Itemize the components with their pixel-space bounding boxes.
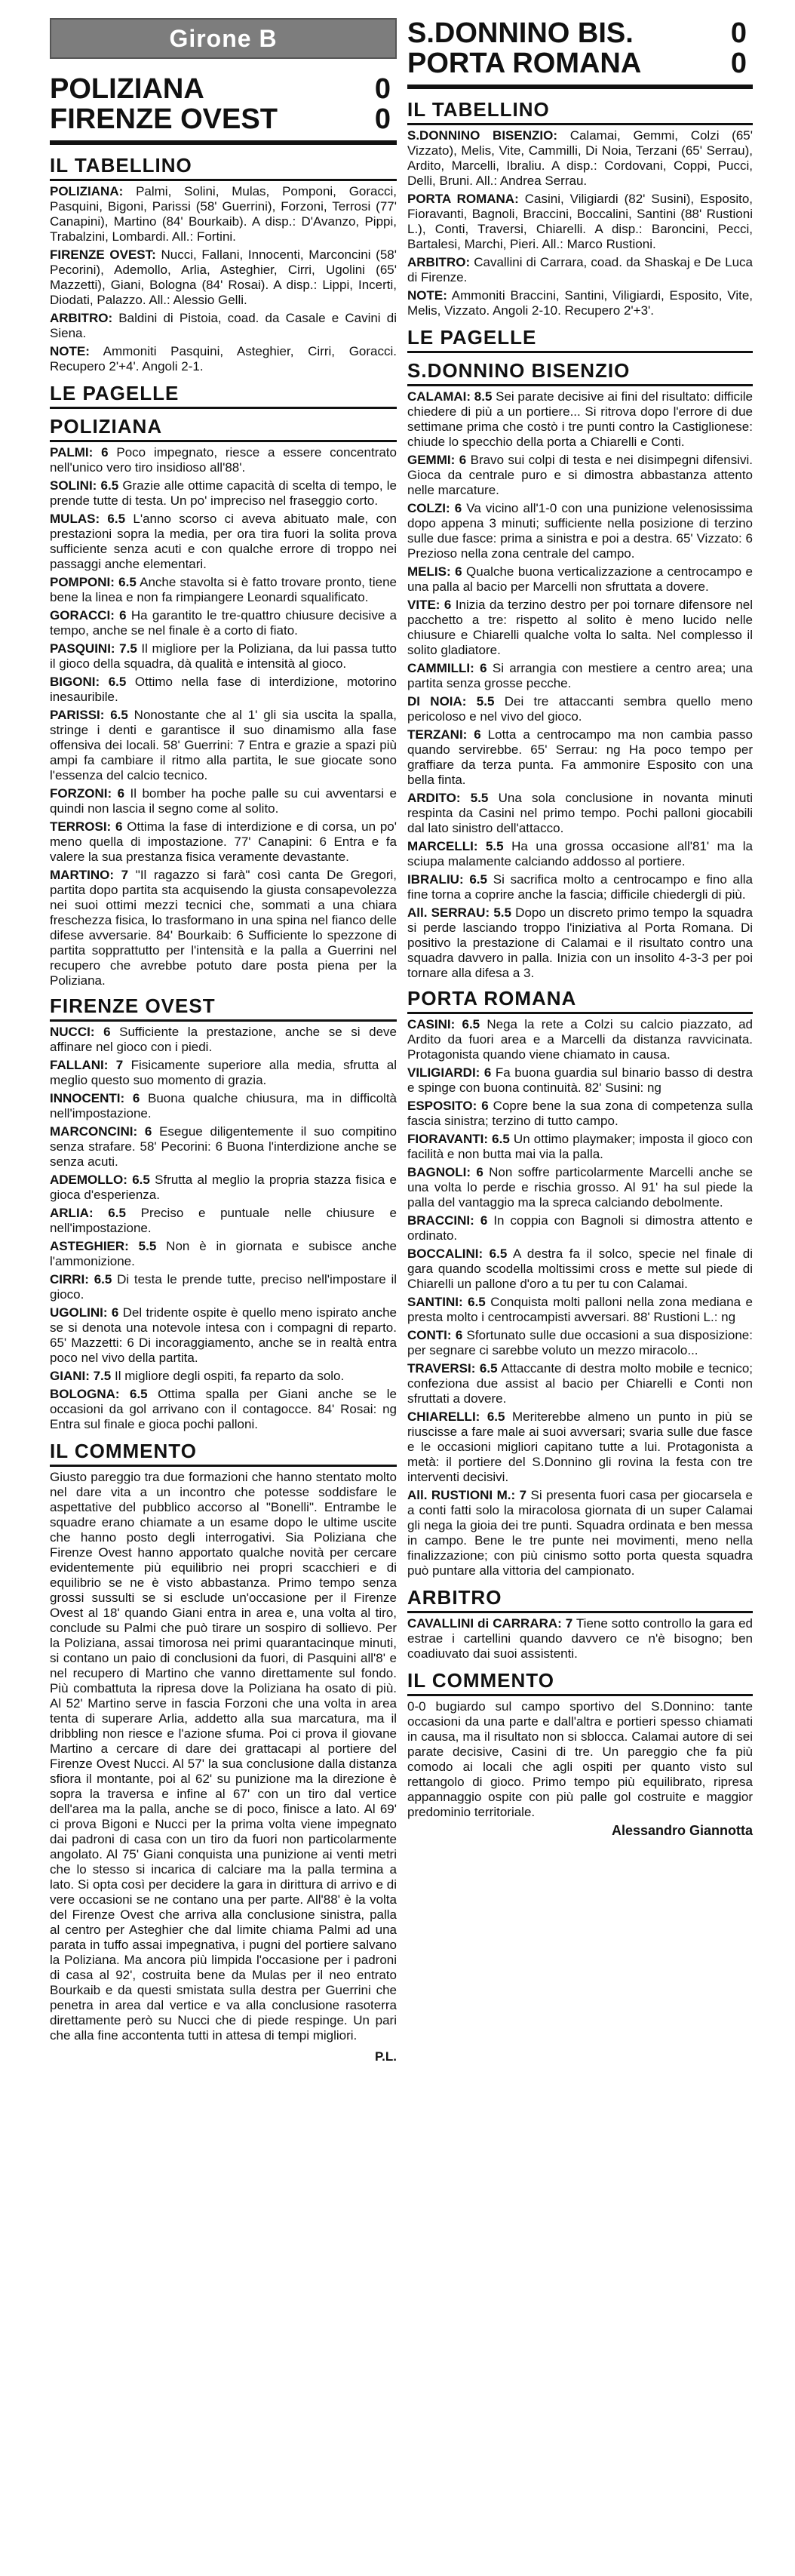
entry-label: BIGONI: 6.5 <box>50 675 127 689</box>
entry-label: ADEMOLLO: 6.5 <box>50 1173 150 1187</box>
entry-paragraph <box>50 1091 397 1121</box>
entry-label: TRAVERSI: 6.5 <box>407 1361 498 1376</box>
entry-text: Si arrangia con mestiere a centro area; una partita senza grosse pecche. <box>407 661 753 690</box>
arbitro-rating <box>407 1616 753 1661</box>
entry-label: CIRRI: 6.5 <box>50 1272 112 1286</box>
entry-paragraph <box>50 708 397 783</box>
entry-text: Nucci, Fallani, Innocenti, Marconcini (58' Pecorini), Ademollo, Arlia, Asteghier, Cirri, Ugolini (65' Mazzetti), Giani, Bologna (84' Rosai). A disp.: Lippi, Incerti, Diodati, Palazzo. All.: Alessio Gelli. <box>50 247 397 307</box>
entry-label: FORZONI: 6 <box>50 786 125 801</box>
entry-paragraph <box>407 1409 753 1485</box>
entry-text: Cavallini di Carrara, coad. da Shaskaj e De Luca di Firenze. <box>407 255 753 284</box>
team-home-name: POLIZIANA <box>50 73 204 105</box>
pagelle-heading: LE PAGELLE <box>50 382 397 409</box>
entry-text: Un ottimo playmaker; imposta il gioco con facilità e non butta mai via la palla. <box>407 1132 753 1161</box>
entry-paragraph <box>50 445 397 475</box>
entry-paragraph <box>50 1272 397 1302</box>
entry-text: Si presenta fuori casa per giocarsela e a conti fatti solo la miracolosa giornata di un super Calamai gli nega la gioia dei tre punti. Squadra ordinata e ben messa in campo. Bene le tre punte nei movimenti, meno nella finalizzazione; con più cinismo sotto porta questa squadra può puntare alla vittoria del campionato. <box>407 1488 754 1578</box>
entry-text: Il bomber ha poche palle su cui avventarsi e quindi non lascia il segno come al solito. <box>50 786 397 816</box>
entry-label: FALLANI: 7 <box>50 1058 124 1072</box>
entry-label: TERROSI: 6 <box>50 819 123 834</box>
entry-text: Ottima spalla per Giani anche se le occasioni da gol arrivano con il contagocce. 84' Rosai: ng Entra sul finale e gioca pochi palloni. <box>50 1387 397 1431</box>
entry-text: Casini, Viligiardi (82' Susini), Esposito, Fioravanti, Bagnoli, Braccini, Boccalini, Santini (88' Rustioni L.), Conti, Traversi, Chiarelli. A disp.: Baroncini, Pecci, Bartalesi, Marchi, Pieri. All.: Marco Rustioni. <box>407 192 753 251</box>
entry-label: POLIZIANA: <box>50 184 124 198</box>
entry-paragraph <box>407 1065 753 1096</box>
entry-text: Sufficiente la prestazione, anche se si deve affinare nel gioco con i piedi. <box>50 1025 397 1054</box>
entry-paragraph <box>50 1206 397 1236</box>
score-row-away <box>50 104 397 134</box>
entry-paragraph <box>407 389 753 450</box>
tabellino-block <box>407 128 753 318</box>
score-row-away <box>407 48 753 78</box>
entry-label: GIANI: 7.5 <box>50 1369 112 1383</box>
entry-text: Il migliore per la Poliziana, da lui passa tutto il gioco della squadra, dà qualità e intensità al gioco. <box>50 641 398 671</box>
entry-text: Qualche buona verticalizzazione a centrocampo e una palla al bacio per Marcelli non sfruttata a dovere. <box>407 564 753 594</box>
entry-text: Non è in giornata e subisce anche l'ammonizione. <box>50 1239 397 1268</box>
entry-paragraph <box>407 564 753 595</box>
score-row-home <box>50 74 397 104</box>
entry-label: PALMI: 6 <box>50 445 109 460</box>
entry-text: Copre bene la sua zona di competenza sulla fascia sinistra; terzino di tutto campo. <box>407 1099 753 1128</box>
entry-label: BOLOGNA: 6.5 <box>50 1387 148 1401</box>
entry-label: CAMMILLI: 6 <box>407 661 487 675</box>
entry-label: All. RUSTIONI M.: 7 <box>407 1488 527 1502</box>
entry-label: BAGNOLI: 6 <box>407 1165 483 1179</box>
entry-paragraph <box>407 1099 753 1129</box>
entry-paragraph <box>50 512 397 572</box>
arbitro-text: Tiene sotto controllo la gara ed estrae i cartellini quando davvero ce n'è bisogno; ben coadiuvato dai suoi assistenti. <box>407 1616 754 1661</box>
entry-label: PORTA ROMANA: <box>407 192 519 206</box>
team-home-score: 0 <box>730 17 747 49</box>
entry-text: "Il ragazzo si farà" così canta De Gregori, partita dopo partita sta acquisendo la giusta consapevolezza nei suoi ottimi mezzi tecnici che, sommati a una chiara freschezza fisica, lo trasformano in una spina nel fianco delle difese avversarie. 84' Bourkaib: 6 Sufficiente lo spezzone di partita sopprattutto per l'intensità e la palla a Guerrini nel recupero che avrebbe potuto dare posta piena per la Poliziana. <box>50 868 397 988</box>
entry-paragraph <box>50 1124 397 1170</box>
entry-text: Sei parate decisive ai fini del risultato: difficile chiedere di più a un portiere... Si ritrova dopo l'errore di due settimane prima che costò i tre punti contro la Castiglionese: chiude lo specchio della porta a Chiarelli e Conti. <box>407 389 753 449</box>
author-signature: Alessandro Giannotta <box>611 1823 753 1838</box>
entry-paragraph <box>407 192 753 252</box>
entry-text: Del tridente ospite è quello meno ispirato anche se si denota una notevole intesa con i compagni di reparto. 65' Mazzetti: 6 Di incoraggiamento, anche se in realtà entra poco nel vivo della partita. <box>50 1305 397 1365</box>
entry-label: ARBITRO: <box>407 255 471 269</box>
team-away-score: 0 <box>374 103 391 135</box>
entry-paragraph <box>407 839 753 869</box>
entry-text: Ottima la fase di interdizione e di corsa, un po' meno quella di impostazione. 77' Canapini: 6 Entra e fa valere la sua prestanza fisica veramente devastante. <box>50 819 397 864</box>
entry-label: FIORAVANTI: 6.5 <box>407 1132 510 1146</box>
entry-paragraph <box>407 1213 753 1243</box>
entry-text: Dopo un discreto primo tempo la squadra si perde lasciando troppo l'iniziativa al Porta Romana. Di positivo la prestazione di Calamai e il risultato contro una squadra davvero in palla. Inizia con un insolito 4-3-3 per poi tornare alla difesa a 3. <box>407 905 753 980</box>
team-home-name: S.DONNINO BIS. <box>407 17 634 49</box>
entry-paragraph <box>50 1369 397 1384</box>
team-away-score: 0 <box>730 48 747 79</box>
entry-label: NOTE: <box>50 344 90 358</box>
entry-paragraph <box>407 1328 753 1358</box>
entry-label: All. SERRAU: 5.5 <box>407 905 511 920</box>
entry-text: Baldini di Pistoia, coad. da Casale e Cavini di Siena. <box>50 311 397 340</box>
team2-ratings <box>407 1017 753 1578</box>
right-column <box>407 18 753 1839</box>
entry-paragraph <box>50 1239 397 1269</box>
entry-text: Ammoniti Braccini, Santini, Viligiardi, Esposito, Vite, Melis, Vizzato. Angoli 2-10. Recupero 2'+3'. <box>407 288 753 318</box>
entry-paragraph <box>50 1173 397 1203</box>
entry-text: Sfrutta al meglio la propria stazza fisica e gioca d'esperienza. <box>50 1173 397 1202</box>
entry-label: PARISSI: 6.5 <box>50 708 128 722</box>
entry-label: ARLIA: 6.5 <box>50 1206 126 1220</box>
commento-text: Giusto pareggio tra due formazioni che hanno stentato molto nel dare vita a un incontro che potesse soddisfare le aspettative del pubblico accorso al "Bonelli". Entrambe le squadre erano chiamate a un esame dopo le ultime uscite che hanno posto degli interrogativi. Sia Poliziana che Firenze Ovest hanno apportato qualche novità per cercare evidentemente più equilibrio nei propri scacchieri e di equilibrio se ne è visto abbastanza. Primo tempo senza grossi sussulti se si esclude un'occasione per il Firenze Ovest al 18' quando Giani entra in area e, una volta al tiro, conclude su Palmi che può tirare un sospiro di sollievo. Per la Poliziana, assai timorosa nei primi quarantacinque minuti, si contano un paio di conclusioni da fuori, di Pasquini all'8' e nel recupero di Martino che vanno direttamente sul fondo. Più combattuta la ripresa dove la Poliziana ha osato di più. Al 52' Martino serve in fascia Forzoni che una volta in area tenta di superare Arlia, addetto alla sua marcatura, ma il dribbling non riesce e l'azione sfuma. Poi ci prova il giovane Martino a cercare di dare dei grattacapi al portiere del Firenze Ovest Nucci. Al 57' la sua conclusione dalla distanza sfiora il montante, poi al 62' su punizione ma la direzione è sopra la traversa e infine al 67' con un tiro dal vertice dell'area ma la palla, anche se di poco, finisce a lato. Al 69' ci prova Bigoni e Nucci per la prima volta viene impegnato dai padroni di casa con un tiro da fuori non particolarmente angolato. Al 75' Giani conquista una punizione ai venti metri che lo stesso si incarica di calciare ma la palla termina a lato. Si opta così per decidere la gara in dirittura di arrivo e di vere occasioni se ne contano una per parte. All'88' è la volta del Firenze Ovest che arriva alla conclusione sinistra, palla al centro per Asteghier che dal limite chiama Palmi ad una parata in tuffo assai impegnativa, i pugni del portiere salvano la Poliziana. Ma ancora più limpida l'occasione per i padroni di casa al 92', costruita bene da Mulas per il neo entrato Bourkaib e da questi smistata sulla destra per Guerrini che penetra in area dal vertice e va alla conclusione rasoterra direttamente però su Nucci che di piede respinge. Un pari che alla fine accontenta tutti in attesa di tempi migliori. <box>50 1470 397 2043</box>
entry-paragraph <box>407 255 753 285</box>
entry-label: IBRALIU: 6.5 <box>407 872 487 887</box>
entry-paragraph <box>50 247 397 308</box>
team2-ratings <box>50 1025 397 1432</box>
tabellino-heading: IL TABELLINO <box>50 154 397 181</box>
entry-text: Nonostante che al 1' gli sia uscita la spalla, stringe i denti e garantisce il suo dinamismo alla fase offensiva dei locali. 58' Guerrini: 7 Entra e grazie a spazi più ampi fa cambiare il ritmo alla partita, le sue giocate sono l'essenza del calcio tecnico. <box>50 708 397 782</box>
entry-text: Si sacrifica molto a centrocampo e fino alla fine torna a coprire anche la fascia; difficile chiedergli di più. <box>407 872 753 902</box>
entry-label: INNOCENTI: 6 <box>50 1091 140 1105</box>
tabellino-heading: IL TABELLINO <box>407 98 753 125</box>
entry-label: BRACCINI: 6 <box>407 1213 488 1228</box>
entry-paragraph <box>407 791 753 836</box>
entry-label: CASINI: 6.5 <box>407 1017 480 1031</box>
entry-label: PASQUINI: 7.5 <box>50 641 137 656</box>
entry-paragraph <box>50 786 397 816</box>
entry-text: Preciso e puntuale nelle chiusure e nell'impostazione. <box>50 1206 397 1235</box>
entry-label: NUCCI: 6 <box>50 1025 111 1039</box>
entry-text: Anche stavolta si è fatto trovare pronto, tiene bene la linea e non fa rimpiangere Leonardi squalificato. <box>50 575 397 604</box>
entry-label: MARCELLI: 5.5 <box>407 839 504 853</box>
entry-text: Ottimo nella fase di interdizione, motorino inesauribile. <box>50 675 397 704</box>
entry-label: MELIS: 6 <box>407 564 462 579</box>
entry-label: MARTINO: 7 <box>50 868 129 882</box>
entry-paragraph <box>50 1305 397 1366</box>
team-away-name: FIRENZE OVEST <box>50 103 278 135</box>
entry-text: Grazie alle ottime capacità di scelta di tempo, le prende tutte di testa. Un po' impreciso nel fraseggio corto. <box>50 478 398 508</box>
entry-text: Fa buona guardia sul binario basso di destra e spinge con buona continuità. 82' Susini: ng <box>407 1065 754 1095</box>
entry-paragraph <box>50 641 397 672</box>
commento-heading: IL COMMENTO <box>50 1440 397 1467</box>
entry-label: MULAS: 6.5 <box>50 512 126 526</box>
arbitro-name: CAVALLINI di CARRARA: 7 <box>407 1616 573 1631</box>
tabellino-block <box>50 184 397 374</box>
entry-label: ESPOSITO: 6 <box>407 1099 489 1113</box>
score-row-home <box>407 18 753 48</box>
pagelle-heading: LE PAGELLE <box>407 326 753 353</box>
team1-heading: S.DONNINO BISENZIO <box>407 359 753 386</box>
entry-label: ASTEGHIER: 5.5 <box>50 1239 157 1253</box>
entry-label: SOLINI: 6.5 <box>50 478 119 493</box>
commento-heading: IL COMMENTO <box>407 1669 753 1696</box>
entry-text: Meriterebbe almeno un punto in più se riuscisse a fare male ai suoi avversari; svaria sulle due fasce e le occasioni migliori capitano tutte a lui. Protagonista a metà: il portiere del S.Donnino gli rovina la festa con tre interventi decisivi. <box>407 1409 753 1484</box>
entry-text: Dei tre attaccanti sembra quello meno pericoloso e nel vivo del gioco. <box>407 694 753 724</box>
entry-paragraph <box>407 1361 753 1406</box>
entry-label: MARCONCINI: 6 <box>50 1124 152 1139</box>
arbitro-heading: ARBITRO <box>407 1586 753 1613</box>
author-signature: P.L. <box>375 2049 397 2064</box>
entry-paragraph <box>407 727 753 788</box>
entry-label: NOTE: <box>407 288 447 303</box>
left-column <box>50 18 397 2064</box>
entry-label: CONTI: 6 <box>407 1328 463 1342</box>
entry-label: GEMMI: 6 <box>407 453 467 467</box>
scoreboard-right <box>407 18 753 89</box>
team1-heading: POLIZIANA <box>50 415 397 442</box>
entry-text: Poco impegnato, riesce a essere concentrato nell'unico vero tiro insidioso all'88'. <box>50 445 397 475</box>
entry-paragraph <box>50 184 397 244</box>
entry-text: Inizia da terzino destro per poi tornare difensore nel pacchetto a tre: rispetto al solito è meno lucido nelle chiusure e Chiarelli qualche volta lo salta. Nel complesso il solito gladiatore. <box>407 598 754 657</box>
entry-paragraph <box>407 598 753 658</box>
commento-text: 0-0 bugiardo sul campo sportivo del S.Donnino: tante occasioni da una parte e dall'altra e portieri spesso chiamati in causa, ma il risultato non si sblocca. Calamai autore di sei parate decisive, Casini di tre. Un pareggio che fa più comodo ai locali che agli ospiti per quanto visto sul rettangolo di gioco. Primo tempo più equilibrato, ripresa appannaggio ospite con più palle gol costruite e maggior predominio territoriale. <box>407 1699 753 1819</box>
entry-paragraph <box>407 1488 753 1578</box>
entry-paragraph <box>407 288 753 318</box>
entry-label: ARBITRO: <box>50 311 113 325</box>
entry-label: FIRENZE OVEST: <box>50 247 156 262</box>
entry-paragraph <box>407 1132 753 1162</box>
entry-text: Il migliore degli ospiti, fa reparto da solo. <box>111 1369 345 1383</box>
entry-paragraph <box>50 344 397 374</box>
entry-text: Bravo sui colpi di testa e nei disimpegni difensivi. Gioca da centrale puro e si dimostra abbastanza attento nelle marcature. <box>407 453 753 497</box>
entry-label: S.DONNINO BISENZIO: <box>407 128 557 143</box>
team-home-score: 0 <box>374 73 391 105</box>
team1-ratings <box>407 389 753 981</box>
entry-paragraph <box>50 311 397 341</box>
entry-text: Lotta a centrocampo ma non cambia passo quando servirebbe. 65' Serrau: ng Ha poco tempo per graffiare da terza punta. Fa ammonire Esposito con una bella finta. <box>407 727 753 787</box>
entry-label: CALAMAI: 8.5 <box>407 389 493 404</box>
entry-label: BOCCALINI: 6.5 <box>407 1247 508 1261</box>
entry-label: ARDITO: 5.5 <box>407 791 489 805</box>
girone-header: Girone B <box>50 18 397 59</box>
entry-paragraph <box>50 819 397 865</box>
entry-paragraph <box>50 868 397 988</box>
team-away-name: PORTA ROMANA <box>407 48 642 79</box>
entry-text: Buona qualche chiusura, ma in difficoltà nell'impostazione. <box>50 1091 398 1120</box>
entry-paragraph <box>407 905 753 981</box>
entry-paragraph <box>50 608 397 638</box>
entry-text: Fisicamente superiore alla media, sfrutta al meglio questo suo momento di grazia. <box>50 1058 398 1087</box>
entry-text: In coppia con Bagnoli si dimostra attento e ordinato. <box>407 1213 753 1243</box>
entry-paragraph <box>50 478 397 509</box>
entry-paragraph <box>407 453 753 498</box>
entry-paragraph <box>407 1165 753 1210</box>
entry-text: Di testa le prende tutte, preciso nell'impostare il gioco. <box>50 1272 398 1302</box>
entry-text: Va vicino all'1-0 con una punizione velenosissima dopo appena 3 minuti; sufficiente nella posizione di terzino sulle due fasce: prima a sinistra e poi a destra. 65' Vizzato: 6 Prezioso nella zona centrale del campo. <box>407 501 753 561</box>
entry-paragraph <box>407 128 753 189</box>
entry-paragraph <box>50 675 397 705</box>
entry-paragraph <box>407 1295 753 1325</box>
entry-text: L'anno scorso ci aveva abituato male, con prestazioni sopra la media, per ora tira fuori la solita prova sufficiente senza acuti e con qualche errore di troppo nei passaggi anche elementari. <box>50 512 397 571</box>
entry-paragraph <box>407 1017 753 1062</box>
entry-paragraph <box>50 1058 397 1088</box>
entry-text: Ha garantito le tre-quattro chiusure decisive a tempo, anche se nel finale è a corto di fiato. <box>50 608 397 638</box>
entry-text: Nega la rete a Colzi su calcio piazzato, ad Ardito da fuori area e a Marcelli da distanza ravvicinata. Protagonista quando viene chiamato in causa. <box>407 1017 753 1062</box>
entry-label: TERZANI: 6 <box>407 727 481 742</box>
entry-text: Esegue diligentemente il suo compitino senza strafare. 58' Pecorini: 6 Buona l'interdizione anche se senza acuti. <box>50 1124 397 1169</box>
entry-text: Conquista molti palloni nella zona mediana e presta molto i centrocampisti avversari. 88' Rustioni L.: ng <box>407 1295 753 1324</box>
entry-label: COLZI: 6 <box>407 501 462 515</box>
entry-label: SANTINI: 6.5 <box>407 1295 486 1309</box>
entry-text: Calamai, Gemmi, Colzi (65' Vizzato), Melis, Vite, Cammilli, Di Noia, Terzani (65' Serrau), Ardito, Marcelli, Ibraliu. A disp.: Cordovani, Coppi, Pucci, Delli, Bruni. All.: Andrea Serrau. <box>407 128 753 188</box>
entry-paragraph <box>407 1247 753 1292</box>
entry-paragraph <box>407 694 753 724</box>
entry-text: Palmi, Solini, Mulas, Pomponi, Goracci, Pasquini, Bigoni, Parissi (58' Guerrini), Forzoni, Terrosi (77' Canapini), Martino (84' Bourkaib). A disp.: D'Avanzo, Pippi, Trabalzini, Lombardi. All.: Fortini. <box>50 184 397 244</box>
team2-heading: FIRENZE OVEST <box>50 994 397 1022</box>
entry-paragraph <box>50 1387 397 1432</box>
entry-paragraph <box>407 872 753 902</box>
entry-label: VILIGIARDI: 6 <box>407 1065 492 1080</box>
entry-label: GORACCI: 6 <box>50 608 127 622</box>
entry-label: CHIARELLI: 6.5 <box>407 1409 505 1424</box>
entry-paragraph <box>50 575 397 605</box>
entry-label: DI NOIA: 5.5 <box>407 694 495 709</box>
entry-text: Una sola conclusione in novanta minuti respinta da Casini nel primo tempo. Pochi palloni giocabili dal lato sinistro dell'attacco. <box>407 791 753 835</box>
entry-paragraph <box>407 501 753 561</box>
scoreboard-left <box>50 74 397 145</box>
entry-text: Sfortunato sulle due occasioni a sua disposizione: per segnare ci sarebbe voluto un mezzo miracolo... <box>407 1328 753 1357</box>
entry-text: Ha una grossa occasione all'81' ma la sciupa malamente calciando addosso al portiere. <box>407 839 753 868</box>
team1-ratings <box>50 445 397 988</box>
entry-label: POMPONI: 6.5 <box>50 575 137 589</box>
entry-text: Non soffre particolarmente Marcelli anche se una volta lo perde e rischia grosso. Al 91' ha sul piede la palla del vantaggio ma la spreca calciando debolmente. <box>407 1165 753 1210</box>
entry-text: A destra fa il solco, specie nel finale di gara quando scodella moltissimi cross e mette sul piede di Chiarelli un pallone d'oro a tu per tu con Calamai. <box>407 1247 753 1291</box>
entry-label: UGOLINI: 6 <box>50 1305 119 1320</box>
entry-paragraph <box>407 661 753 691</box>
entry-text: Ammoniti Pasquini, Asteghier, Cirri, Goracci. Recupero 2'+4'. Angoli 2-1. <box>50 344 397 373</box>
entry-label: VITE: 6 <box>407 598 452 612</box>
entry-text: Attaccante di destra molto mobile e tecnico; confeziona due assist al bacio per Chiarelli e Conti non sfruttati a dovere. <box>407 1361 753 1406</box>
entry-paragraph <box>50 1025 397 1055</box>
team2-heading: PORTA ROMANA <box>407 987 753 1014</box>
